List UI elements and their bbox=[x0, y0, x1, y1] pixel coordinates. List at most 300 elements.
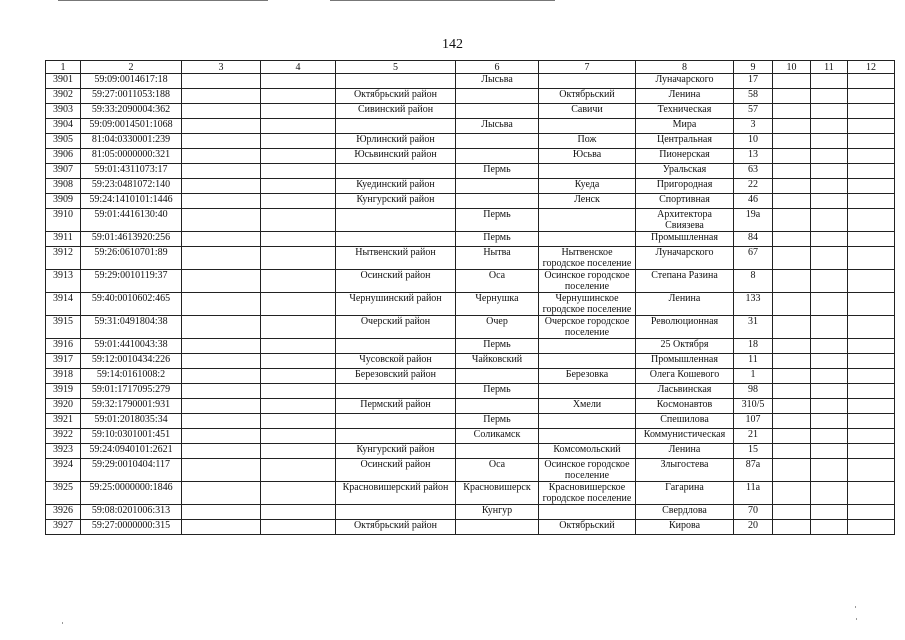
table-cell-col-12 bbox=[848, 179, 895, 194]
table-cell-col-11 bbox=[811, 209, 848, 232]
table-cell-col-6 bbox=[456, 444, 539, 459]
table-cell-col-2: 59:01:4416130:40 bbox=[81, 209, 182, 232]
table-cell-col-7 bbox=[539, 384, 636, 399]
table-cell-col-11 bbox=[811, 164, 848, 179]
table-cell-col-10 bbox=[773, 134, 811, 149]
table-cell-col-11 bbox=[811, 520, 848, 535]
table-row bbox=[46, 104, 895, 119]
table-row bbox=[46, 459, 895, 482]
table-cell-col-1: 3910 bbox=[46, 209, 81, 232]
table-cell-col-1: 3901 bbox=[46, 74, 81, 89]
table-cell-col-11 bbox=[811, 369, 848, 384]
table-cell-col-12 bbox=[848, 247, 895, 270]
table-cell-col-12 bbox=[848, 429, 895, 444]
table-cell-col-10 bbox=[773, 520, 811, 535]
table-cell-col-11 bbox=[811, 505, 848, 520]
table-cell-col-6: Лысьва bbox=[456, 74, 539, 89]
table-cell-col-11 bbox=[811, 444, 848, 459]
table-cell-col-6: Чернушка bbox=[456, 293, 539, 316]
table-cell-col-1: 3922 bbox=[46, 429, 81, 444]
table-cell-col-6: Пермь bbox=[456, 209, 539, 232]
table-cell-col-11 bbox=[811, 149, 848, 164]
column-header: 11 bbox=[811, 61, 848, 74]
table-cell-col-10 bbox=[773, 369, 811, 384]
table-cell-col-10 bbox=[773, 270, 811, 293]
table-cell-col-8: Кирова bbox=[636, 520, 734, 535]
column-header: 4 bbox=[261, 61, 336, 74]
table-cell-col-12 bbox=[848, 293, 895, 316]
table-cell-col-12 bbox=[848, 339, 895, 354]
table-cell-col-2: 59:24:0940101:2621 bbox=[81, 444, 182, 459]
table-cell-col-4 bbox=[261, 247, 336, 270]
table-cell-col-10 bbox=[773, 149, 811, 164]
table-cell-col-8: Пригородная bbox=[636, 179, 734, 194]
table-cell-col-10 bbox=[773, 179, 811, 194]
table-cell-col-12 bbox=[848, 369, 895, 384]
table-cell-col-1: 3921 bbox=[46, 414, 81, 429]
table-cell-col-3 bbox=[182, 232, 261, 247]
scan-artifact bbox=[856, 618, 857, 620]
table-cell-col-12 bbox=[848, 104, 895, 119]
table-cell-col-12 bbox=[848, 384, 895, 399]
table-cell-col-6: Пермь bbox=[456, 164, 539, 179]
table-cell-col-9: 107 bbox=[734, 414, 773, 429]
table-cell-col-9: 133 bbox=[734, 293, 773, 316]
table-cell-col-5 bbox=[336, 414, 456, 429]
table-cell-col-5: Кунгурский район bbox=[336, 194, 456, 209]
table-cell-col-9: 15 bbox=[734, 444, 773, 459]
table-cell-col-2: 59:23:0481072:140 bbox=[81, 179, 182, 194]
table-cell-col-12 bbox=[848, 74, 895, 89]
table-cell-col-12 bbox=[848, 194, 895, 209]
table-cell-col-4 bbox=[261, 459, 336, 482]
table-cell-col-12 bbox=[848, 444, 895, 459]
table-cell-col-7: Осинское городское поселение bbox=[539, 270, 636, 293]
table-cell-col-1: 3919 bbox=[46, 384, 81, 399]
table-row bbox=[46, 179, 895, 194]
table-cell-col-5: Чернушинский район bbox=[336, 293, 456, 316]
table-cell-col-7 bbox=[539, 429, 636, 444]
table-cell-col-1: 3905 bbox=[46, 134, 81, 149]
table-cell-col-10 bbox=[773, 74, 811, 89]
table-cell-col-6 bbox=[456, 179, 539, 194]
table-cell-col-5 bbox=[336, 505, 456, 520]
table-cell-col-11 bbox=[811, 89, 848, 104]
table-row bbox=[46, 270, 895, 293]
table-cell-col-10 bbox=[773, 505, 811, 520]
table-cell-col-7: Октябрьский bbox=[539, 89, 636, 104]
table-cell-col-12 bbox=[848, 505, 895, 520]
table-cell-col-8: Луначарского bbox=[636, 247, 734, 270]
table-cell-col-9: 11а bbox=[734, 482, 773, 505]
table-cell-col-4 bbox=[261, 414, 336, 429]
table-cell-col-9: 21 bbox=[734, 429, 773, 444]
table-cell-col-7: Красновишерское городское поселение bbox=[539, 482, 636, 505]
table-cell-col-11 bbox=[811, 179, 848, 194]
table-cell-col-2: 59:31:0491804:38 bbox=[81, 316, 182, 339]
table-cell-col-9: 84 bbox=[734, 232, 773, 247]
table-cell-col-8: Спортивная bbox=[636, 194, 734, 209]
table-cell-col-9: 11 bbox=[734, 354, 773, 369]
table-cell-col-1: 3902 bbox=[46, 89, 81, 104]
table-cell-col-9: 3 bbox=[734, 119, 773, 134]
table-cell-col-4 bbox=[261, 399, 336, 414]
table-cell-col-1: 3908 bbox=[46, 179, 81, 194]
table-cell-col-8: Промышленная bbox=[636, 232, 734, 247]
table-cell-col-12 bbox=[848, 520, 895, 535]
table-cell-col-8: Мира bbox=[636, 119, 734, 134]
table-cell-col-9: 10 bbox=[734, 134, 773, 149]
table-cell-col-9: 63 bbox=[734, 164, 773, 179]
table-cell-col-9: 31 bbox=[734, 316, 773, 339]
table-cell-col-1: 3911 bbox=[46, 232, 81, 247]
header-row bbox=[46, 61, 895, 74]
table-row bbox=[46, 414, 895, 429]
table-cell-col-4 bbox=[261, 149, 336, 164]
table-cell-col-11 bbox=[811, 482, 848, 505]
table-cell-col-5: Нытвенский район bbox=[336, 247, 456, 270]
table-cell-col-5: Осинский район bbox=[336, 270, 456, 293]
table-cell-col-10 bbox=[773, 104, 811, 119]
table-cell-col-4 bbox=[261, 119, 336, 134]
table-cell-col-2: 59:32:1790001:931 bbox=[81, 399, 182, 414]
table-cell-col-4 bbox=[261, 316, 336, 339]
table-cell-col-2: 81:04:0330001:239 bbox=[81, 134, 182, 149]
table-cell-col-1: 3906 bbox=[46, 149, 81, 164]
table-cell-col-5 bbox=[336, 119, 456, 134]
column-header: 3 bbox=[182, 61, 261, 74]
table-cell-col-1: 3909 bbox=[46, 194, 81, 209]
table-cell-col-5 bbox=[336, 339, 456, 354]
table-cell-col-3 bbox=[182, 293, 261, 316]
table-cell-col-5: Березовский район bbox=[336, 369, 456, 384]
table-cell-col-4 bbox=[261, 520, 336, 535]
table-cell-col-2: 59:29:0010119:37 bbox=[81, 270, 182, 293]
table-cell-col-1: 3917 bbox=[46, 354, 81, 369]
table-cell-col-6: Пермь bbox=[456, 384, 539, 399]
table-cell-col-2: 59:27:0000000:315 bbox=[81, 520, 182, 535]
table-cell-col-9: 19а bbox=[734, 209, 773, 232]
table-cell-col-12 bbox=[848, 209, 895, 232]
table-cell-col-5: Красновишерский район bbox=[336, 482, 456, 505]
top-rule-left bbox=[58, 0, 268, 1]
table-cell-col-8: Свердлова bbox=[636, 505, 734, 520]
table-cell-col-5 bbox=[336, 429, 456, 444]
table-row bbox=[46, 429, 895, 444]
table-cell-col-3 bbox=[182, 444, 261, 459]
table-cell-col-9: 57 bbox=[734, 104, 773, 119]
table-cell-col-7: Савичи bbox=[539, 104, 636, 119]
table-cell-col-2: 59:01:2018035:34 bbox=[81, 414, 182, 429]
column-header: 7 bbox=[539, 61, 636, 74]
table-row bbox=[46, 194, 895, 209]
table-cell-col-5: Пермский район bbox=[336, 399, 456, 414]
table-cell-col-3 bbox=[182, 164, 261, 179]
table-cell-col-8: 25 Октября bbox=[636, 339, 734, 354]
table-row bbox=[46, 209, 895, 232]
table-cell-col-6: Пермь bbox=[456, 339, 539, 354]
table-cell-col-10 bbox=[773, 384, 811, 399]
table-cell-col-3 bbox=[182, 74, 261, 89]
table-cell-col-3 bbox=[182, 104, 261, 119]
table-cell-col-2: 81:05:0000000:321 bbox=[81, 149, 182, 164]
table-cell-col-3 bbox=[182, 384, 261, 399]
table-cell-col-8: Коммунистическая bbox=[636, 429, 734, 444]
table-cell-col-5 bbox=[336, 74, 456, 89]
table-cell-col-3 bbox=[182, 459, 261, 482]
table-cell-col-2: 59:40:0010602:465 bbox=[81, 293, 182, 316]
table-cell-col-2: 59:09:0014617:18 bbox=[81, 74, 182, 89]
table-cell-col-4 bbox=[261, 89, 336, 104]
table-cell-col-3 bbox=[182, 399, 261, 414]
table-cell-col-8: Центральная bbox=[636, 134, 734, 149]
table-cell-col-5: Октябрьский район bbox=[336, 520, 456, 535]
table-cell-col-7: Ленск bbox=[539, 194, 636, 209]
table-cell-col-10 bbox=[773, 399, 811, 414]
column-header: 2 bbox=[81, 61, 182, 74]
table-cell-col-6: Соликамск bbox=[456, 429, 539, 444]
table-cell-col-5 bbox=[336, 384, 456, 399]
table-cell-col-6: Нытва bbox=[456, 247, 539, 270]
table-cell-col-9: 87а bbox=[734, 459, 773, 482]
table-cell-col-2: 59:33:2090004:362 bbox=[81, 104, 182, 119]
table-cell-col-3 bbox=[182, 482, 261, 505]
table-cell-col-9: 17 bbox=[734, 74, 773, 89]
table-cell-col-12 bbox=[848, 354, 895, 369]
table-cell-col-3 bbox=[182, 369, 261, 384]
table-row bbox=[46, 134, 895, 149]
table-cell-col-10 bbox=[773, 459, 811, 482]
table-cell-col-3 bbox=[182, 270, 261, 293]
table-cell-col-7: Юсьва bbox=[539, 149, 636, 164]
table-cell-col-10 bbox=[773, 354, 811, 369]
table-cell-col-4 bbox=[261, 293, 336, 316]
table-cell-col-7: Березовка bbox=[539, 369, 636, 384]
table-cell-col-4 bbox=[261, 164, 336, 179]
table-cell-col-6 bbox=[456, 194, 539, 209]
table-cell-col-11 bbox=[811, 429, 848, 444]
table-cell-col-10 bbox=[773, 209, 811, 232]
table-cell-col-11 bbox=[811, 104, 848, 119]
table-cell-col-10 bbox=[773, 247, 811, 270]
table-cell-col-2: 59:01:4613920:256 bbox=[81, 232, 182, 247]
table-cell-col-5 bbox=[336, 164, 456, 179]
table-cell-col-5: Сивинский район bbox=[336, 104, 456, 119]
table-cell-col-11 bbox=[811, 119, 848, 134]
table-cell-col-11 bbox=[811, 316, 848, 339]
table-cell-col-2: 59:27:0011053:188 bbox=[81, 89, 182, 104]
table-cell-col-12 bbox=[848, 270, 895, 293]
table-cell-col-8: Луначарского bbox=[636, 74, 734, 89]
table-cell-col-4 bbox=[261, 505, 336, 520]
table-cell-col-10 bbox=[773, 164, 811, 179]
page-number: 142 bbox=[442, 37, 463, 52]
table-cell-col-7 bbox=[539, 232, 636, 247]
table-cell-col-9: 46 bbox=[734, 194, 773, 209]
table-cell-col-7: Комсомольский bbox=[539, 444, 636, 459]
table-cell-col-10 bbox=[773, 293, 811, 316]
table-cell-col-2: 59:08:0201006:313 bbox=[81, 505, 182, 520]
table-cell-col-11 bbox=[811, 354, 848, 369]
table-cell-col-10 bbox=[773, 194, 811, 209]
table-row bbox=[46, 119, 895, 134]
table-row bbox=[46, 444, 895, 459]
table-cell-col-1: 3924 bbox=[46, 459, 81, 482]
table-cell-col-10 bbox=[773, 232, 811, 247]
table-cell-col-11 bbox=[811, 270, 848, 293]
table-cell-col-6 bbox=[456, 104, 539, 119]
table-row bbox=[46, 354, 895, 369]
table-cell-col-10 bbox=[773, 119, 811, 134]
table-cell-col-8: Революционная bbox=[636, 316, 734, 339]
table-cell-col-7 bbox=[539, 209, 636, 232]
table-cell-col-9: 70 bbox=[734, 505, 773, 520]
table-row bbox=[46, 89, 895, 104]
table-cell-col-3 bbox=[182, 179, 261, 194]
table-cell-col-9: 13 bbox=[734, 149, 773, 164]
table-row bbox=[46, 316, 895, 339]
table-cell-col-12 bbox=[848, 399, 895, 414]
table-cell-col-9: 310/5 bbox=[734, 399, 773, 414]
table-cell-col-11 bbox=[811, 247, 848, 270]
register-table bbox=[45, 60, 895, 535]
table-cell-col-5: Очерский район bbox=[336, 316, 456, 339]
table-row bbox=[46, 482, 895, 505]
table-cell-col-4 bbox=[261, 134, 336, 149]
scan-artifact bbox=[62, 622, 63, 624]
table-cell-col-5: Юрлинский район bbox=[336, 134, 456, 149]
table-cell-col-9: 8 bbox=[734, 270, 773, 293]
scan-artifact bbox=[855, 606, 856, 608]
table-cell-col-8: Уральская bbox=[636, 164, 734, 179]
table-cell-col-8: Космонавтов bbox=[636, 399, 734, 414]
table-cell-col-3 bbox=[182, 247, 261, 270]
table-row bbox=[46, 164, 895, 179]
table-cell-col-7 bbox=[539, 414, 636, 429]
table-cell-col-11 bbox=[811, 414, 848, 429]
table-cell-col-11 bbox=[811, 384, 848, 399]
table-cell-col-3 bbox=[182, 89, 261, 104]
table-cell-col-2: 59:12:0010434:226 bbox=[81, 354, 182, 369]
table-cell-col-1: 3912 bbox=[46, 247, 81, 270]
table-cell-col-4 bbox=[261, 209, 336, 232]
table-cell-col-12 bbox=[848, 232, 895, 247]
table-cell-col-7: Пож bbox=[539, 134, 636, 149]
table-cell-col-5 bbox=[336, 209, 456, 232]
table-cell-col-6: Чайковский bbox=[456, 354, 539, 369]
table-cell-col-8: Промышленная bbox=[636, 354, 734, 369]
table-cell-col-4 bbox=[261, 444, 336, 459]
column-header: 8 bbox=[636, 61, 734, 74]
table-cell-col-4 bbox=[261, 429, 336, 444]
column-header: 1 bbox=[46, 61, 81, 74]
table-cell-col-11 bbox=[811, 339, 848, 354]
table-cell-col-4 bbox=[261, 339, 336, 354]
table-row bbox=[46, 293, 895, 316]
table-cell-col-3 bbox=[182, 354, 261, 369]
table-cell-col-8: Гагарина bbox=[636, 482, 734, 505]
table-cell-col-12 bbox=[848, 316, 895, 339]
table-cell-col-3 bbox=[182, 429, 261, 444]
table-cell-col-4 bbox=[261, 369, 336, 384]
table-cell-col-6 bbox=[456, 134, 539, 149]
table-cell-col-7: Октябрьский bbox=[539, 520, 636, 535]
table-cell-col-6 bbox=[456, 149, 539, 164]
table-cell-col-7: Очерское городское поселение bbox=[539, 316, 636, 339]
table-cell-col-7 bbox=[539, 505, 636, 520]
table-cell-col-3 bbox=[182, 505, 261, 520]
table-cell-col-12 bbox=[848, 459, 895, 482]
table-cell-col-3 bbox=[182, 209, 261, 232]
table-cell-col-5: Осинский район bbox=[336, 459, 456, 482]
table-cell-col-8: Ленина bbox=[636, 293, 734, 316]
table-cell-col-9: 22 bbox=[734, 179, 773, 194]
table-cell-col-7: Чернушинское городское поселение bbox=[539, 293, 636, 316]
table-cell-col-1: 3913 bbox=[46, 270, 81, 293]
table-cell-col-7: Нытвенское городское поселение bbox=[539, 247, 636, 270]
table-cell-col-10 bbox=[773, 414, 811, 429]
table-cell-col-3 bbox=[182, 316, 261, 339]
table-cell-col-6: Красновишерск bbox=[456, 482, 539, 505]
table-cell-col-8: Пионерская bbox=[636, 149, 734, 164]
column-header: 10 bbox=[773, 61, 811, 74]
table-cell-col-1: 3914 bbox=[46, 293, 81, 316]
column-header: 5 bbox=[336, 61, 456, 74]
table-cell-col-3 bbox=[182, 119, 261, 134]
table-cell-col-5: Чусовской район bbox=[336, 354, 456, 369]
table-cell-col-1: 3925 bbox=[46, 482, 81, 505]
table-cell-col-4 bbox=[261, 194, 336, 209]
table-cell-col-6: Очер bbox=[456, 316, 539, 339]
table-cell-col-1: 3926 bbox=[46, 505, 81, 520]
table-cell-col-1: 3904 bbox=[46, 119, 81, 134]
table-cell-col-8: Архитектора Свиязева bbox=[636, 209, 734, 232]
table-cell-col-5: Октябрьский район bbox=[336, 89, 456, 104]
table-cell-col-2: 59:01:1717095:279 bbox=[81, 384, 182, 399]
table-cell-col-2: 59:09:0014501:1068 bbox=[81, 119, 182, 134]
table-cell-col-4 bbox=[261, 354, 336, 369]
table-cell-col-10 bbox=[773, 444, 811, 459]
table-cell-col-1: 3920 bbox=[46, 399, 81, 414]
table-cell-col-4 bbox=[261, 179, 336, 194]
table-cell-col-7: Куеда bbox=[539, 179, 636, 194]
table-cell-col-6: Кунгур bbox=[456, 505, 539, 520]
table-cell-col-1: 3923 bbox=[46, 444, 81, 459]
table-cell-col-8: Ласьвинская bbox=[636, 384, 734, 399]
table-cell-col-2: 59:25:0000000:1846 bbox=[81, 482, 182, 505]
table-cell-col-3 bbox=[182, 339, 261, 354]
table-cell-col-8: Ленина bbox=[636, 89, 734, 104]
table-cell-col-2: 59:24:1410101:1446 bbox=[81, 194, 182, 209]
table-cell-col-11 bbox=[811, 399, 848, 414]
table-cell-col-7 bbox=[539, 164, 636, 179]
table-cell-col-8: Олега Кошевого bbox=[636, 369, 734, 384]
table-row bbox=[46, 339, 895, 354]
table-cell-col-7: Хмели bbox=[539, 399, 636, 414]
table-cell-col-2: 59:01:4410043:38 bbox=[81, 339, 182, 354]
table-cell-col-10 bbox=[773, 339, 811, 354]
table-cell-col-10 bbox=[773, 316, 811, 339]
table-cell-col-4 bbox=[261, 482, 336, 505]
table-cell-col-7: Осинское городское поселение bbox=[539, 459, 636, 482]
table-cell-col-12 bbox=[848, 164, 895, 179]
table-cell-col-7 bbox=[539, 339, 636, 354]
table-cell-col-6: Пермь bbox=[456, 414, 539, 429]
table-row bbox=[46, 399, 895, 414]
table-cell-col-11 bbox=[811, 459, 848, 482]
table-row bbox=[46, 520, 895, 535]
table-cell-col-1: 3915 bbox=[46, 316, 81, 339]
